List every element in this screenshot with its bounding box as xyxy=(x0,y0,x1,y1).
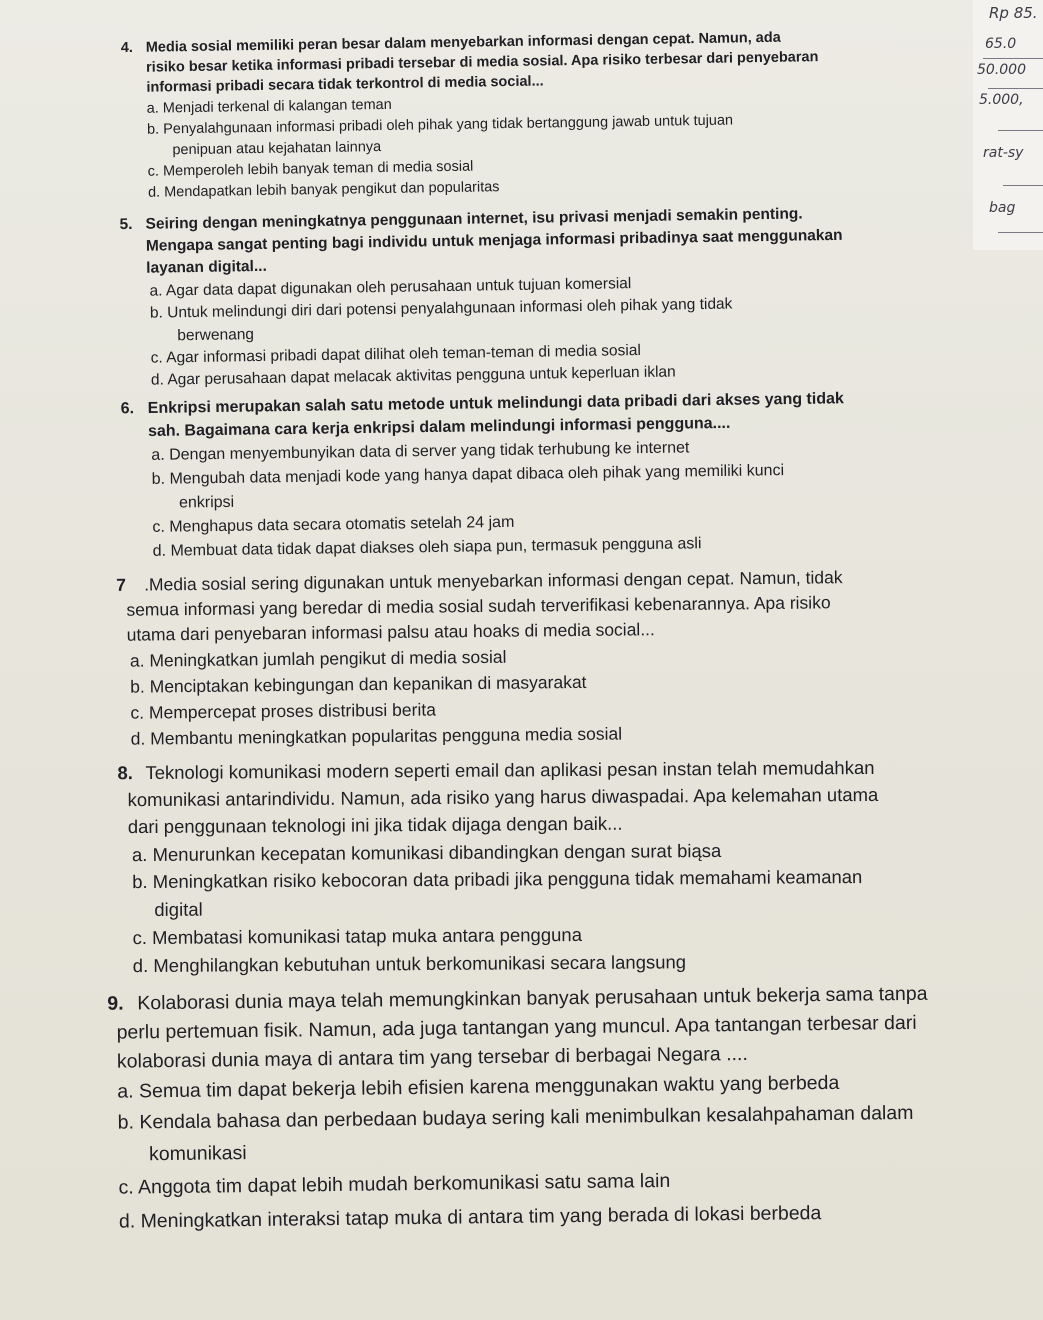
option-letter: d. xyxy=(132,954,149,977)
option-text: Agar perusahaan dapat melacak aktivitas pengguna untuk keperluan iklan xyxy=(167,363,676,389)
option-letter: a. xyxy=(117,1080,134,1103)
question-stem-line: risiko besar ketika informasi pribadi tersebar di media sosial. Apa risiko terbesar dari penyebaran xyxy=(145,49,819,76)
answer-option-a xyxy=(132,840,721,866)
question-stem-line: sah. Bagaimana cara kerja enkripsi dalam melindungi informasi pengguna.... xyxy=(147,414,731,440)
option-text: Menciptakan kebingungan dan kepanikan di masyarakat xyxy=(149,671,587,697)
answer-option-d xyxy=(133,951,686,977)
question-stem-line: .Media sosial sering digunakan untuk menyebarkan informasi dengan cepat. Namun, tidak xyxy=(144,567,843,595)
option-text: Membatasi komunikasi tatap muka antara pengguna xyxy=(152,923,583,948)
margin-note: 50.000 xyxy=(977,62,1026,78)
question-stem-line: Enkripsi merupakan salah satu metode untuk melindungi data pribadi dari akses yang tidak xyxy=(147,390,844,417)
question-number: 9. xyxy=(107,992,124,1015)
option-text: Membantu meningkatkan popularitas pengguna media sosial xyxy=(150,723,623,749)
option-letter: a. xyxy=(146,100,159,117)
margin-rule xyxy=(988,88,1043,89)
option-letter: a. xyxy=(129,650,145,671)
question-number: 8. xyxy=(117,762,133,784)
question-number: 5. xyxy=(119,215,133,234)
question-number: 4. xyxy=(120,39,133,57)
option-letter: a. xyxy=(151,446,165,464)
margin-note: bag xyxy=(989,200,1016,216)
question-stem-line: Kolaborasi dunia maya telah memungkinkan banyak perusahaan untuk bekerja sama tanpa xyxy=(137,982,928,1015)
option-letter: d. xyxy=(130,728,146,749)
option-text: Mengubah data menjadi kode yang hanya dapat dibaca oleh pihak yang memiliki kunci xyxy=(169,462,785,488)
question-number: 7 xyxy=(116,574,126,595)
option-letter: b. xyxy=(117,1111,135,1134)
answer-option-a xyxy=(130,647,507,672)
option-text: Penyalahgunaan informasi pribadi oleh pihak yang tidak bertanggung jawab untuk tujuan xyxy=(163,112,734,138)
option-text: Kendala bahasa dan perbedaan budaya sering kali menimbulkan kesalahpahaman dalam xyxy=(139,1101,914,1134)
margin-note: 5.000, xyxy=(979,92,1024,108)
option-text: Meningkatkan interaksi tatap muka di antara tim yang berada di lokasi berbeda xyxy=(140,1202,822,1233)
option-letter: b. xyxy=(132,870,148,893)
option-letter: b. xyxy=(151,470,166,488)
option-text: Agar informasi pribadi dapat dilihat oleh teman-teman di media sosial xyxy=(166,341,641,367)
option-letter: d. xyxy=(147,184,161,201)
option-letter: c. xyxy=(147,163,160,180)
option-letter: c. xyxy=(130,702,145,723)
margin-rule xyxy=(983,58,1043,59)
option-text: Memperoleh lebih banyak teman di media sosial xyxy=(162,158,474,180)
answer-option-c xyxy=(132,924,582,949)
option-text-continued: berwenang xyxy=(177,326,255,345)
question-stem-line: Media sosial memiliki peran besar dalam menyebarkan informasi dengan cepat. Namun, ada xyxy=(145,29,781,56)
option-text: Menghilangkan kebutuhan untuk berkomunikasi secara langsung xyxy=(153,951,687,976)
margin-note: rat-sy xyxy=(983,145,1024,161)
option-text: Anggota tim dapat lebih mudah berkomunikasi satu sama lain xyxy=(137,1169,671,1199)
margin-note: Rp 85. xyxy=(989,4,1038,22)
option-text-continued: komunikasi xyxy=(148,1142,247,1166)
question-stem-line: perlu pertemuan fisik. Namun, ada juga tantangan yang muncul. Apa tantangan terbesar dari xyxy=(116,1011,917,1044)
option-text-continued: digital xyxy=(154,898,203,920)
question-stem-line: informasi pribadi secara tidak terkontrol di media social... xyxy=(146,73,544,96)
margin-rule xyxy=(998,130,1043,131)
option-letter: a. xyxy=(131,843,148,866)
option-text: Mempercepat proses distribusi berita xyxy=(148,699,436,723)
option-text: Menghapus data secara otomatis setelah 24 jam xyxy=(169,513,515,536)
question-stem-line: komunikasi antarindividu. Namun, ada risiko yang harus diwaspadai. Apa kelemahan utama xyxy=(127,783,879,811)
margin-rule xyxy=(998,232,1043,233)
option-text-continued: enkripsi xyxy=(178,493,235,512)
option-letter: c. xyxy=(118,1176,134,1199)
option-text: Agar data dapat digunakan oleh perusahaan untuk tujuan komersial xyxy=(165,275,632,300)
question-stem-line: dari penggunaan teknologi ini jika tidak dijaga dengan baik... xyxy=(127,812,623,838)
option-text: Semua tim dapat bekerja lebih efisien karena menggunakan waktu yang berbeda xyxy=(138,1071,840,1103)
option-text: Membuat data tidak dapat diakses oleh siapa pun, termasuk pengguna asli xyxy=(170,535,702,560)
option-text: Menurunkan kecepatan komunikasi dibandingkan dengan surat biąsa xyxy=(152,839,722,865)
question-number: 6. xyxy=(120,400,135,418)
question-stem-line: utama dari penyebaran informasi palsu atau hoaks di media social... xyxy=(126,619,655,645)
margin-strip xyxy=(973,0,1043,250)
option-letter: c. xyxy=(152,518,165,536)
option-text: Mendapatkan lebih banyak pengikut dan popularitas xyxy=(164,179,500,201)
answer-option-c xyxy=(130,699,436,723)
option-text: Meningkatkan jumlah pengikut di media sosial xyxy=(149,646,507,671)
option-letter: d. xyxy=(150,371,165,389)
option-text: Dengan menyembunyikan data di server yang tidak terhubung ke internet xyxy=(169,439,690,464)
option-text: Untuk melindungi diri dari potensi penyalahgunaan informasi oleh pihak yang tidak xyxy=(167,295,733,322)
option-letter: a. xyxy=(149,282,163,300)
option-letter: d. xyxy=(152,542,167,560)
option-letter: b. xyxy=(149,304,164,322)
question-stem-line: semua informasi yang beredar di media sosial sudah terverifikasi kebenarannya. Apa risiko xyxy=(126,592,831,620)
question-stem-line: Seiring dengan meningkatnya penggunaan internet, isu privasi menjadi semakin penting. xyxy=(145,205,803,233)
option-letter: d. xyxy=(118,1210,136,1233)
question-stem-line: Mengapa sangat penting bagi individu untuk menjaga informasi pribadinya saat menggunakan xyxy=(145,226,843,255)
option-letter: c. xyxy=(132,926,148,949)
option-text: Menjadi terkenal di kalangan teman xyxy=(162,96,392,117)
option-letter: b. xyxy=(146,121,160,138)
option-text: Meningkatkan risiko kebocoran data pribadi jika pengguna tidak memahami keamanan xyxy=(152,866,863,892)
option-text-continued: penipuan atau kejahatan lainnya xyxy=(172,139,382,159)
question-stem-line: Teknologi komunikasi modern seperti email dan aplikasi pesan instan telah memudahkan xyxy=(145,756,875,784)
option-letter: c. xyxy=(150,349,163,367)
option-letter: b. xyxy=(130,676,145,697)
margin-rule xyxy=(1003,185,1043,186)
question-stem-line: kolaborasi dunia maya di antara tim yang tersebar di berbagai Negara .... xyxy=(116,1042,748,1073)
question-stem-line: layanan digital... xyxy=(146,257,267,277)
margin-note: 65.0 xyxy=(985,36,1017,52)
